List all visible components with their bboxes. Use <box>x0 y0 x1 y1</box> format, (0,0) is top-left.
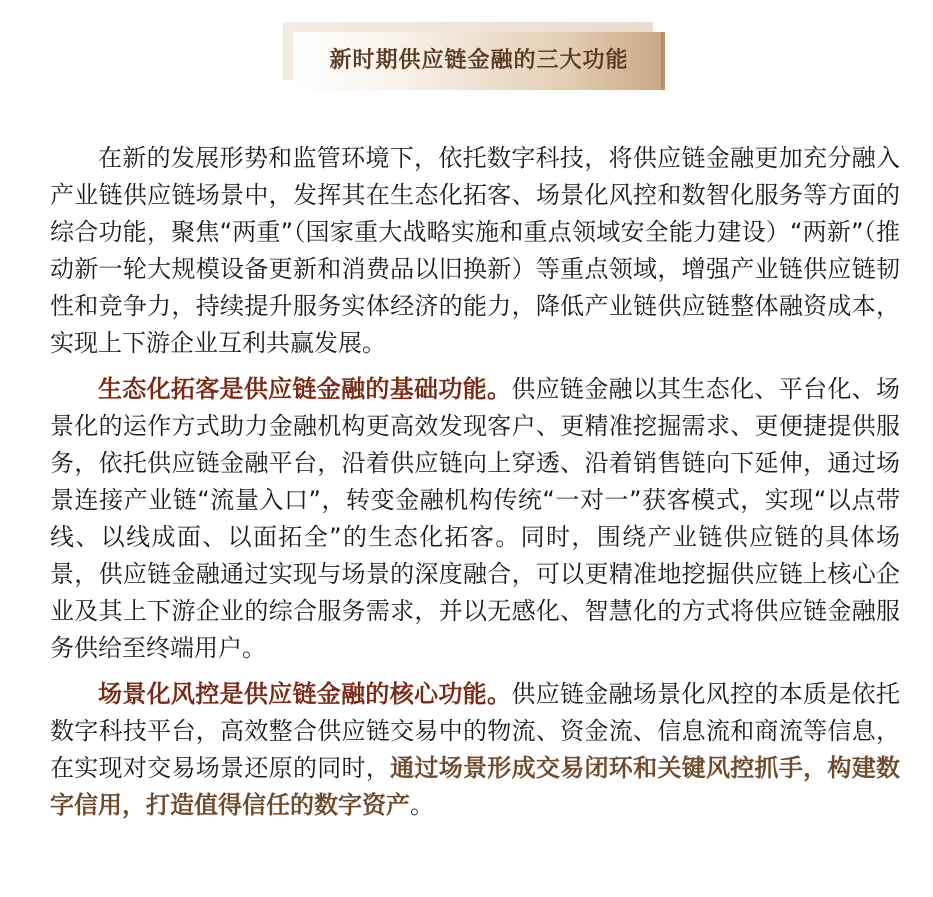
paragraph-body-text: 供应链金融以其生态化、平台化、场景化的运作方式助力金融机构更高效发现客户、更精准挖掘需求、更便捷提供服务，依托供应链金融平台，沿着供应链向上穿透、沿着销售链向下延伸，通过场景连接产业链“流量入口”，转变金融机构传统“一对一”获客模式，实现“以点带线、以线成面、以面拓全”的生态化拓客。同时，围绕产业链供应链的具体场景，供应链金融通过实现与场景的深度融合，可以更精准地挖掘供应链上核心企业及其上下游企业的综合服务需求，并以无感化、智慧化的方式将供应链金融服务供给至终端用户。 <box>50 375 900 662</box>
paragraph-lead-heading: 场景化风控是供应链金融的核心功能。 <box>98 680 512 708</box>
paragraph-intro <box>50 140 900 362</box>
paragraph-scenario-risk-control <box>50 676 900 824</box>
article-body <box>50 140 900 833</box>
paragraph-emphasis-text: 通过场景形成交易闭环和关键风控抓手，构建数字信用，打造值得信任的数字资产 <box>50 754 901 819</box>
paragraph-intro-text: 在新的发展形势和监管环境下，依托数字科技，将供应链金融更加充分融入产业链供应链场景中，发挥其在生态化拓客、场景化风控和数智化服务等方面的综合功能，聚焦“两重”（国家重大战略实施和重点领域安全能力建设）“两新”（推动新一轮大规模设备更新和消费品以旧换新）等重点领域，增强产业链供应链韧性和竞争力，持续提升服务实体经济的能力，降低产业链供应链整体融资成本，实现上下游企业互利共赢发展。 <box>50 144 900 357</box>
section-title: 新时期供应链金融的三大功能 <box>329 48 629 73</box>
section-title-banner <box>283 22 665 90</box>
paragraph-lead-heading: 生态化拓客是供应链金融的基础功能。 <box>98 375 512 403</box>
paragraph-body-text: 供应链金融场景化风控的本质是依托数字科技平台，高效整合供应链交易中的物流、资金流、信息流和商流等信息，在实现对交易场景还原的同时， <box>50 680 900 782</box>
paragraph-tail-text: 。 <box>410 791 434 819</box>
paragraph-ecological-acquisition <box>50 371 900 667</box>
